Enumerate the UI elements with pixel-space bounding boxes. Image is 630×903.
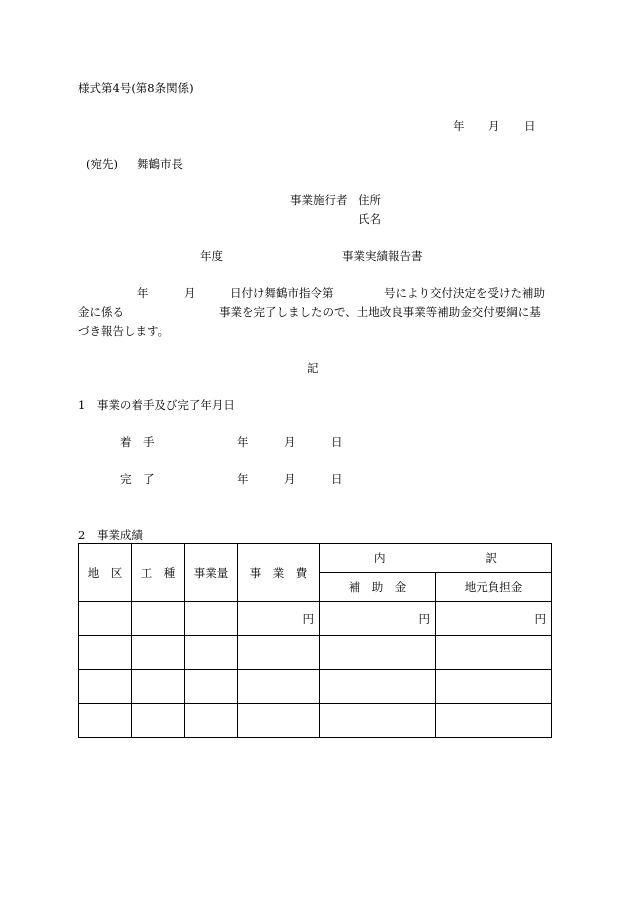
addressee-prefix: (宛先) xyxy=(86,157,118,171)
breakdown-left-char: 内 xyxy=(374,551,386,565)
results-table xyxy=(78,543,552,738)
table-row xyxy=(79,602,552,636)
cell-volume xyxy=(185,704,238,738)
start-day: 日 xyxy=(331,435,343,449)
start-label: 着 手 xyxy=(120,435,155,449)
table-header-row xyxy=(79,544,552,573)
title-text: 事業実績報告書 xyxy=(342,249,423,263)
table-row xyxy=(79,670,552,704)
applicant-address-label: 住所 xyxy=(358,193,381,207)
body-line2-text: 事業を完了しましたので、土地改良事業等補助金交付要綱に基 xyxy=(219,305,541,319)
cell-cost xyxy=(238,636,320,670)
cell-cost: 円 xyxy=(238,602,320,636)
completion-label: 完 了 xyxy=(120,472,155,486)
cell-local-share xyxy=(436,636,552,670)
table-row xyxy=(79,636,552,670)
completion-day: 日 xyxy=(331,472,343,486)
start-year: 年 xyxy=(237,435,249,449)
body-month: 月 xyxy=(184,286,196,300)
cell-subsidy xyxy=(320,636,436,670)
cell-subsidy: 円 xyxy=(320,602,436,636)
body-directive-text: 日付け舞鶴市指令第 xyxy=(230,286,334,300)
applicant-name-label: 氏名 xyxy=(358,212,381,226)
body-line3: づき報告します。 xyxy=(78,324,170,338)
applicant-role: 事業施行者 xyxy=(290,193,348,207)
header-breakdown xyxy=(320,544,552,573)
date-month-label: 月 xyxy=(488,119,500,133)
cell-volume xyxy=(185,636,238,670)
header-type: 工 種 xyxy=(132,544,185,602)
body-line2-start: 金に係る xyxy=(78,305,124,319)
date-year-label: 年 xyxy=(453,119,465,133)
cell-cost xyxy=(238,670,320,704)
cell-volume xyxy=(185,670,238,704)
header-local-share: 地元負担金 xyxy=(436,573,552,602)
date-day-label: 日 xyxy=(524,119,536,133)
cell-subsidy xyxy=(320,704,436,738)
breakdown-right-char: 訳 xyxy=(485,551,497,565)
start-month: 月 xyxy=(284,435,296,449)
body-year: 年 xyxy=(137,286,149,300)
table-row xyxy=(79,704,552,738)
header-subsidy: 補 助 金 xyxy=(320,573,436,602)
cell-cost xyxy=(238,704,320,738)
completion-year: 年 xyxy=(237,472,249,486)
header-area: 地 区 xyxy=(79,544,132,602)
section-2-heading: 2 事業成績 xyxy=(78,528,143,542)
cell-local-share: 円 xyxy=(436,602,552,636)
cell-subsidy xyxy=(320,670,436,704)
form-number-label: 様式第4号(第8条関係) xyxy=(78,81,194,95)
title-fiscal-year: 年度 xyxy=(200,249,223,263)
cell-type xyxy=(132,636,185,670)
addressee-name: 舞鶴市長 xyxy=(137,157,183,171)
header-volume: 事業量 xyxy=(185,544,238,602)
note-header: 記 xyxy=(307,361,319,375)
cell-area xyxy=(79,636,132,670)
cell-area xyxy=(79,704,132,738)
cell-local-share xyxy=(436,670,552,704)
cell-area xyxy=(79,602,132,636)
cell-type xyxy=(132,602,185,636)
cell-area xyxy=(79,670,132,704)
cell-local-share xyxy=(436,704,552,738)
cell-volume xyxy=(185,602,238,636)
section-1-heading: 1 事業の着手及び完了年月日 xyxy=(78,398,235,412)
completion-month: 月 xyxy=(284,472,296,486)
header-cost: 事 業 費 xyxy=(238,544,320,602)
cell-type xyxy=(132,670,185,704)
cell-type xyxy=(132,704,185,738)
body-line1-tail: 号により交付決定を受けた補助 xyxy=(384,286,545,300)
